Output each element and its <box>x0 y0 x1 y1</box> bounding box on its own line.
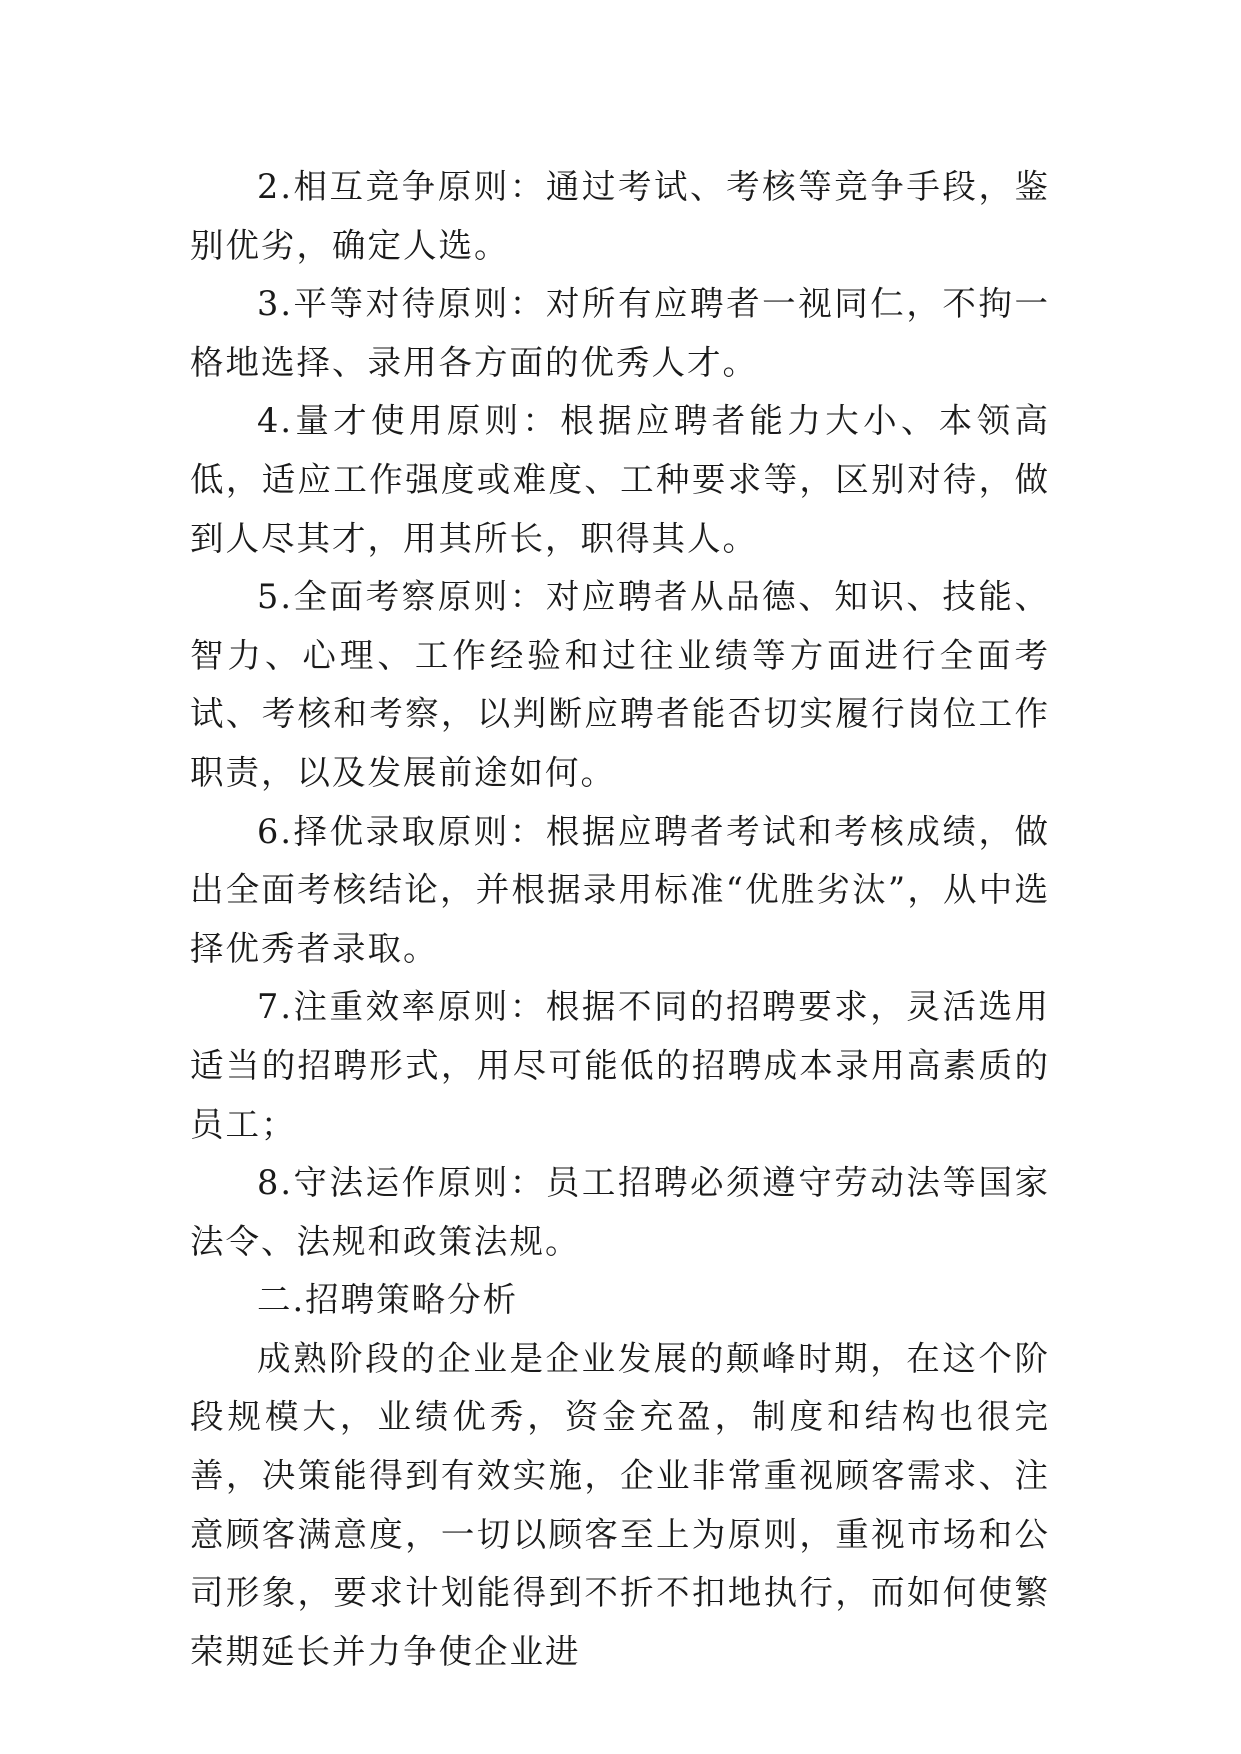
principle-ability-paragraph: 4.量才使用原则：根据应聘者能力大小、本领高低，适应工作强度或难度、工种要求等，区别对待，做到人尽其才，用其所长，职得其人。 <box>190 401 1050 558</box>
principle-competition-paragraph: 2.相互竞争原则：通过考试、考核等竞争手段，鉴别优劣，确定人选。 <box>190 167 1050 265</box>
principle-efficiency-paragraph: 7.注重效率原则：根据不同的招聘要求，灵活选用适当的招聘形式，用尽可能低的招聘成本录用高素质的员工； <box>190 987 1050 1144</box>
principle-equality-paragraph: 3.平等对待原则：对所有应聘者一视同仁，不拘一格地选择、录用各方面的优秀人才。 <box>190 284 1050 382</box>
principle-comprehensive-paragraph: 5.全面考察原则：对应聘者从品德、知识、技能、智力、心理、工作经验和过往业绩等方面进行全面考试、考核和考察，以判断应聘者能否切实履行岗位工作职责，以及发展前途如何。 <box>190 577 1050 792</box>
strategy-body-paragraph: 成熟阶段的企业是企业发展的颠峰时期，在这个阶段规模大，业绩优秀，资金充盈，制度和结构也很完善，决策能得到有效实施，企业非常重视顾客需求、注意顾客满意度，一切以顾客至上为原则，重视市场和公司形象，要求计划能得到不折不扣地执行，而如何使繁荣期延长并力争使企业进 <box>190 1338 1050 1671</box>
principle-merit-paragraph: 6.择优录取原则：根据应聘者考试和考核成绩，做出全面考核结论，并根据录用标准“优胜劣汰”，从中选择优秀者录取。 <box>190 811 1050 968</box>
document-body <box>190 158 1050 1681</box>
principle-law-paragraph: 8.守法运作原则：员工招聘必须遵守劳动法等国家法令、法规和政策法规。 <box>190 1163 1050 1261</box>
section-heading-strategy: 二.招聘策略分析 <box>257 1280 519 1320</box>
